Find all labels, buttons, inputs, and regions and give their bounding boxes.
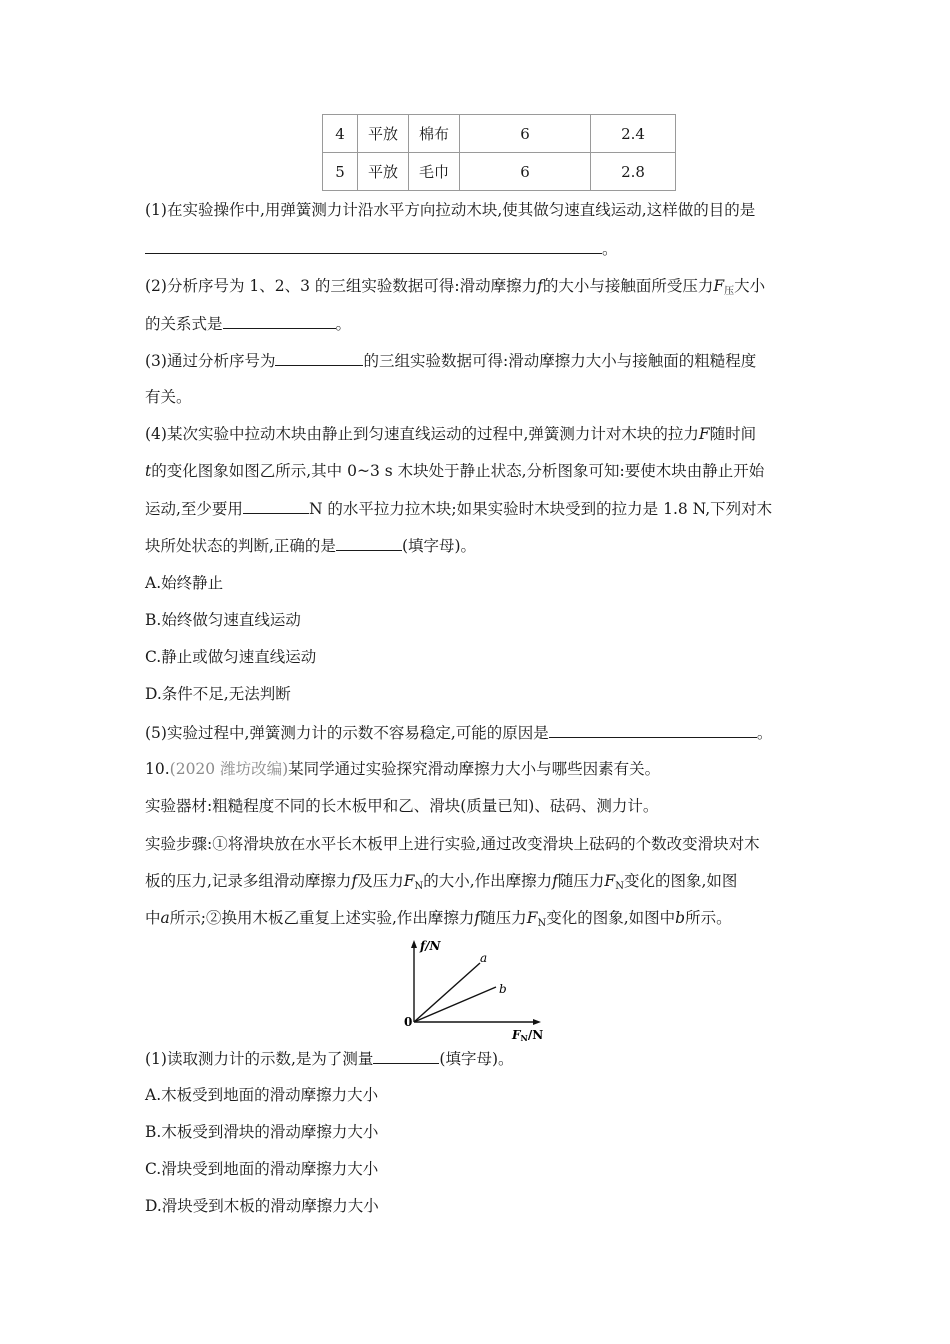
- q10-steps-line1: 实验步骤:①将滑块放在水平长木板甲上进行实验,通过改变滑块上砝码的个数改变滑块对木: [145, 835, 760, 853]
- q9-part4-line2: t的变化图象如图乙所示,其中 0~3 s 木块处于静止状态,分析图象可知:要使木块由静止开始: [145, 462, 765, 480]
- answer-blank[interactable]: [223, 313, 336, 329]
- answer-blank[interactable]: [336, 535, 402, 551]
- data-table: [322, 114, 676, 191]
- q10-source: (2020 潍坊改编): [169, 760, 289, 778]
- answer-blank[interactable]: [373, 1048, 439, 1064]
- q9-part3-cont: 有关。: [145, 388, 192, 406]
- q9-part2: (2)分析序号为 1、2、3 的三组实验数据可得:滑动摩擦力f的大小与接触面所受压力$F_压$大小: [145, 277, 766, 297]
- q9-part1-answer: 。: [145, 238, 618, 259]
- q10-part1: (1)读取测力计的示数,是为了测量 (填字母)。: [145, 1050, 514, 1068]
- cell-friction: 2.4: [591, 115, 676, 153]
- cell-surface: 毛巾: [409, 153, 460, 191]
- q9-option-a: A.始终静止: [145, 574, 224, 592]
- cell-placement: 平放: [358, 153, 409, 191]
- q9-option-c: C.静止或做匀速直线运动: [145, 648, 317, 666]
- q9-option-d: D.条件不足,无法判断: [145, 685, 291, 703]
- cell-no: 5: [323, 153, 358, 191]
- q10-steps-line2: 板的压力,记录多组滑动摩擦力f及压力$F_N$的大小,作出摩擦力f随压力$F_N$变化的图象,如图: [145, 872, 738, 892]
- cell-pressure: 6: [460, 115, 591, 153]
- line-a: [414, 963, 480, 1022]
- y-axis-arrow: [411, 940, 417, 948]
- cell-pressure: 6: [460, 153, 591, 191]
- line-a-label: a: [480, 951, 488, 965]
- table-row: [323, 153, 676, 191]
- line-b-label: b: [499, 982, 507, 996]
- q10-title: 10.(2020 潍坊改编)某同学通过实验探究滑动摩擦力大小与哪些因素有关。: [145, 760, 661, 778]
- q10-steps-line3: 中a所示;②换用木板乙重复上述实验,作出摩擦力f随压力$F_N$变化的图象,如图中b所示。: [145, 909, 732, 929]
- q9-part3: (3)通过分析序号为 的三组实验数据可得:滑动摩擦力大小与接触面的粗糙程度: [145, 352, 757, 370]
- cell-surface: 棉布: [409, 115, 460, 153]
- cell-placement: 平放: [358, 115, 409, 153]
- answer-blank[interactable]: [243, 498, 309, 514]
- q10-option-b: B.木板受到滑块的滑动摩擦力大小: [145, 1123, 379, 1141]
- q9-part4: (4)某次实验中拉动木块由静止到匀速直线运动的过程中,弹簧测力计对木块的拉力F随时间: [145, 425, 757, 443]
- q9-part1: (1)在实验操作中,用弹簧测力计沿水平方向拉动木块,使其做匀速直线运动,这样做的目的是: [145, 201, 756, 219]
- q10-option-a: A.木板受到地面的滑动摩擦力大小: [145, 1086, 379, 1104]
- q9-part4-line3: 运动,至少要用 N 的水平拉力拉木块;如果实验时木块受到的拉力是 1.8 N,下列对木: [145, 500, 773, 518]
- q10-materials: 实验器材:粗糙程度不同的长木板甲和乙、滑块(质量已知)、砝码、测力计。: [145, 797, 659, 815]
- cell-no: 4: [323, 115, 358, 153]
- answer-blank[interactable]: [145, 238, 602, 254]
- q9-part5: (5)实验过程中,弹簧测力计的示数不容易稳定,可能的原因是 。: [145, 724, 773, 742]
- q9-part4-line4: 块所处状态的判断,正确的是 (填字母)。: [145, 537, 477, 555]
- y-axis-label: f/N: [420, 939, 441, 953]
- answer-blank[interactable]: [275, 350, 363, 366]
- origin-label: 0: [404, 1015, 413, 1029]
- answer-blank[interactable]: [549, 722, 757, 738]
- q9-option-b: B.始终做匀速直线运动: [145, 611, 301, 629]
- x-axis-label: FN/N: [512, 1028, 544, 1043]
- cell-friction: 2.8: [591, 153, 676, 191]
- q9-part2-cont: 的关系式是 。: [145, 315, 352, 333]
- table-row: [323, 115, 676, 153]
- line-b: [414, 987, 496, 1022]
- q10-option-c: C.滑块受到地面的滑动摩擦力大小: [145, 1160, 379, 1178]
- friction-graph: [380, 936, 560, 1046]
- x-axis-arrow: [533, 1019, 541, 1025]
- q10-option-d: D.滑块受到木板的滑动摩擦力大小: [145, 1197, 379, 1215]
